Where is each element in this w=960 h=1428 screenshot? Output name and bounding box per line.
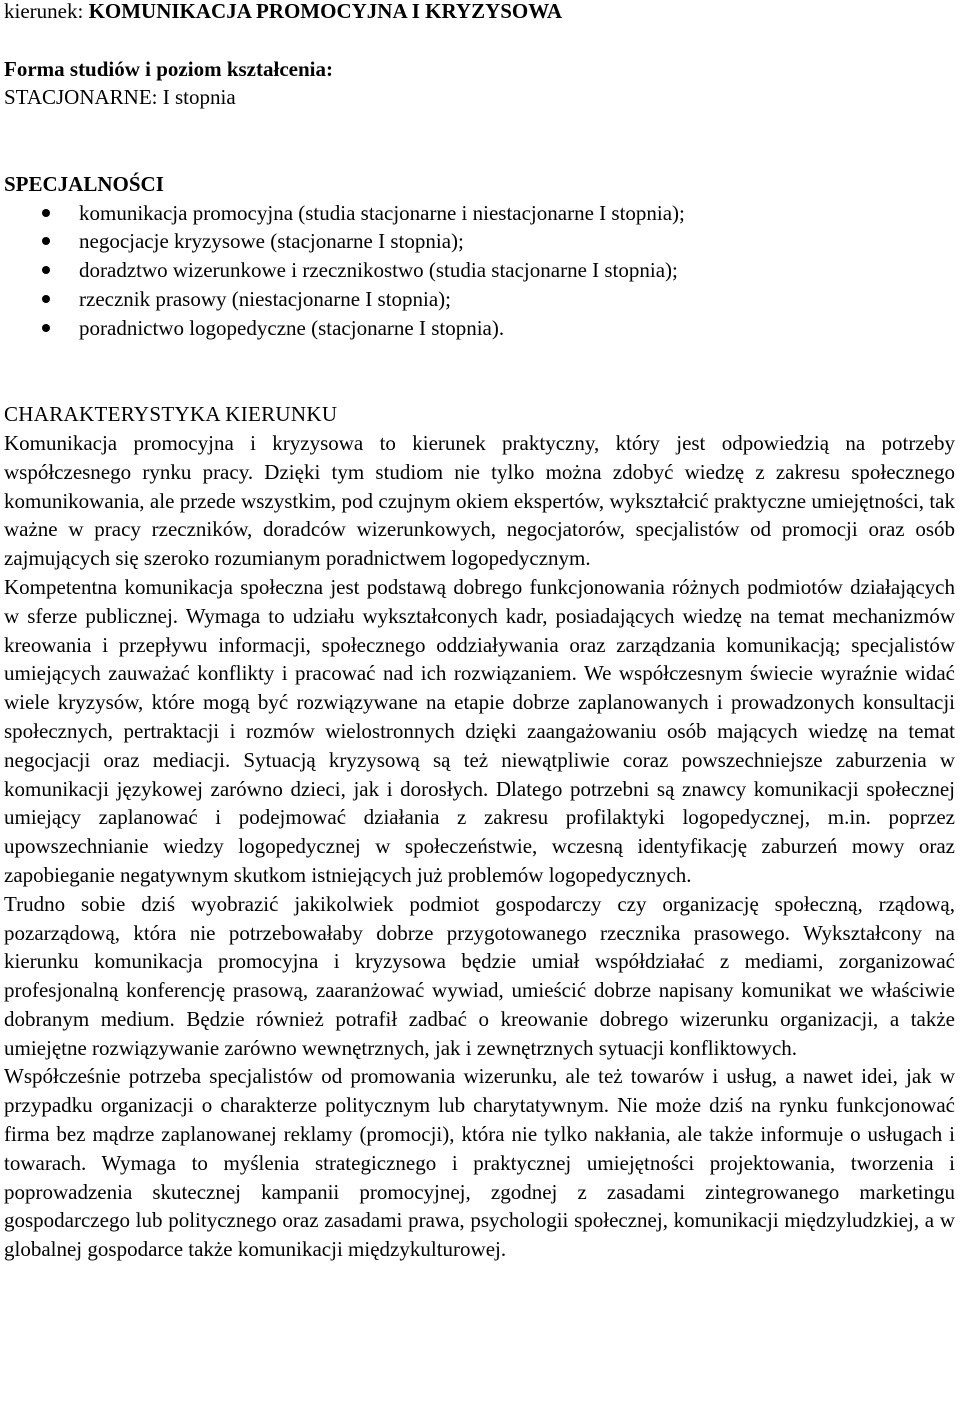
kierunek-value: KOMUNIKACJA PROMOCYJNA I KRYZYSOWA — [88, 0, 563, 23]
list-item — [4, 285, 955, 314]
spacer — [4, 343, 955, 401]
list-item — [4, 314, 955, 343]
document-page — [4, 0, 955, 1264]
bullet-icon — [42, 324, 50, 332]
list-item-text: negocjacje kryzysowe (stacjonarne I stopnia); — [79, 229, 464, 254]
list-item — [4, 256, 955, 285]
kierunek-label: kierunek: — [4, 0, 84, 23]
charakterystyka-heading: CHARAKTERYSTYKA KIERUNKU — [4, 402, 338, 427]
bullet-icon — [42, 237, 50, 245]
spacer — [4, 26, 955, 55]
paragraph-2: Kompetentna komunikacja społeczna jest podstawą dobrego funkcjonowania różnych podmiotów działających w sferze publicznej. Wymaga to udziału wykształconych kadr, posiadających wiedzę na temat mechanizmów kreowania i przepływu informacji, społecznego oddziaływania oraz zarządzania komunikacją; specjalistów umiejących zauważać konflikty i pracować nad ich rozwiązaniem. We współczesnym świecie wyraźnie widać wiele kryzysów, które mogą być rozwiązywane na etapie dobrze zaplanowanych i prowadzonych konsultacji społecznych, pertraktacji i rozmów wielostronnych dzięki zaangażowaniu osób mających wiedzę na temat negocjacji oraz mediacji. Sytuacją kryzysową są też niewątpliwie coraz powszechniejsze zaburzenia w komunikacji językowej zarówno dzieci, jak i dorosłych. Dlatego potrzebni są znawcy komunikacji społecznej umiejący zaplanować i podejmować działania z zakresu profilaktyki logopedycznej, m.in. poprzez upowszechnianie wiedzy logopedycznej w społeczeństwie, wczesną identyfikację zaburzeń mowy oraz zapobieganie negatywnym skutkom istniejących już problemów logopedycznych. — [4, 574, 955, 887]
list-item-text: rzecznik prasowy (niestacjonarne I stopnia); — [79, 286, 452, 311]
paragraph-3: Trudno sobie dziś wyobrazić jakikolwiek podmiot gospodarczy czy organizację społeczną, rządową, pozarządową, która nie potrzebowałaby dobrze przygotowanego rzecznika prasowego. Wykształcony na kierunku komunikacja promocyjna i kryzysowa będzie umiał współdziałać z mediami, zorganizować profesjonalną konferencję prasową, zaaranżować wywiad, umieścić dobrze napisany komunikat we właściwie dobranym medium. Będzie również potrafił zadbać o kreowanie dobrego wizerunku organizacji, a także umiejętne rozwiązywanie zarówno wewnętrznych, jak i zewnętrznych sytuacji konfliktowych. — [4, 891, 955, 1060]
list-item-text: poradnictwo logopedyczne (stacjonarne I stopnia). — [79, 315, 505, 340]
list-item — [4, 227, 955, 256]
kierunek-line — [4, 0, 955, 26]
forma-value: STACJONARNE: I stopnia — [4, 85, 236, 110]
specjalnosci-heading: SPECJALNOŚCI — [4, 171, 164, 196]
list-item-text: komunikacja promocyjna (studia stacjonarne i niestacjonarne I stopnia); — [79, 200, 685, 225]
specjalnosci-list — [4, 199, 955, 343]
bullet-icon — [42, 295, 50, 303]
spacer — [4, 112, 955, 170]
paragraph-1: Komunikacja promocyjna i kryzysowa to kierunek praktyczny, który jest odpowiedzią na potrzeby współczesnego rynku pracy. Dzięki tym studiom nie tylko można zdobyć wiedzę z zakresu społecznego komunikowania, ale przede wszystkim, pod czujnym okiem ekspertów, wykształcić praktyczne umiejętności, tak ważne w pracy rzeczników, doradców wizerunkowych, negocjatorów, specjalistów od promocji oraz osób zajmujących się szeroko rozumianym poradnictwem logopedycznym. — [4, 430, 955, 571]
list-item-text: doradztwo wizerunkowe i rzecznikostwo (studia stacjonarne I stopnia); — [79, 258, 678, 283]
paragraph-4: Współcześnie potrzeba specjalistów od promowania wizerunku, ale też towarów i usług, a nawet idei, jak w przypadku organizacji o charakterze politycznym lub charytatywnym. Nie może dziś na rynku funkcjonować firma bez mądrze zaplanowanej reklamy (promocji), która nie tylko nakłania, ale także informuje o usługach i towarach. Wymaga to myślenia strategicznego i praktycznej umiejętności projektowania, tworzenia i poprowadzenia skutecznej kampanii promocyjnej, zgodnej z zasadami zintegrowanego marketingu gospodarczego lub politycznego oraz zasadami prawa, psychologii społecznej, komunikacji międzyludzkiej, a w globalnej gospodarce także komunikacji międzykulturowej. — [4, 1064, 955, 1262]
forma-label: Forma studiów i poziom kształcenia: — [4, 56, 333, 81]
list-item — [4, 199, 955, 228]
bullet-icon — [42, 209, 50, 217]
bullet-icon — [42, 266, 50, 274]
